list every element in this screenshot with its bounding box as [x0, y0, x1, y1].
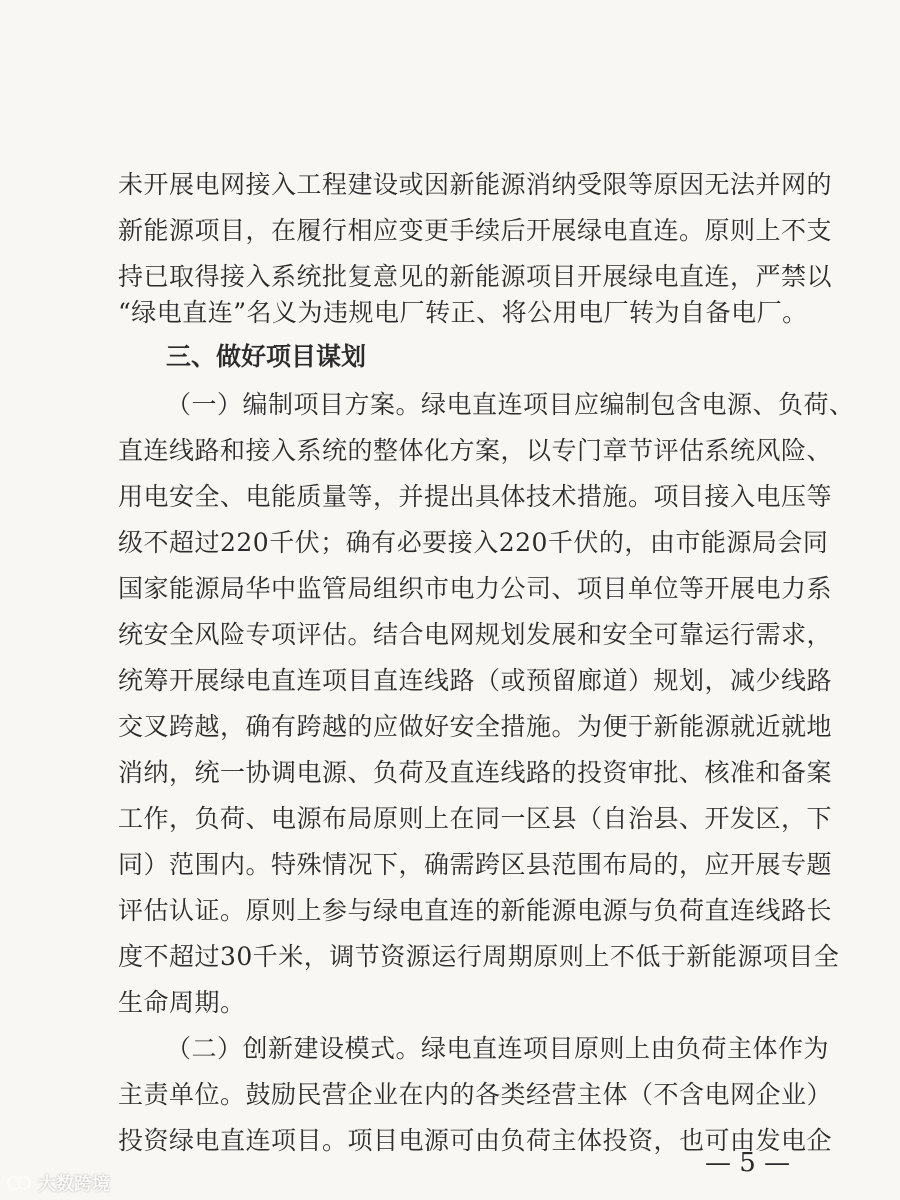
text-line: 国家能源局华中监管局组织市电力公司、项目单位等开展电力系 [118, 574, 833, 603]
text-line: 统安全风险专项评估。结合电网规划发展和安全可靠运行需求， [118, 620, 833, 649]
text-line: “绿电直连”名义为违规电厂转正、将公用电厂转为自备电厂。 [118, 298, 808, 327]
text-line: 投资绿电直连项目。项目电源可由负荷主体投资，也可由发电企 [118, 1126, 833, 1155]
text-line: （二）创新建设模式。绿电直连项目原则上由负荷主体作为 [166, 1034, 830, 1063]
page-number: — 5 — [705, 1148, 791, 1178]
watermark-text: 大数跨境 [38, 1174, 110, 1195]
text-line: 主责单位。鼓励民营企业在内的各类经营主体（不含电网企业） [118, 1080, 833, 1109]
watermark [6, 1170, 110, 1196]
text-line: （一）编制项目方案。绿电直连项目应编制包含电源、负荷、 [166, 390, 855, 419]
text-line: 评估认证。原则上参与绿电直连的新能源电源与负荷直连线路长 [118, 896, 833, 925]
text-line: 用电安全、电能质量等，并提出具体技术措施。项目接入电压等 [118, 482, 833, 511]
text-line: 直连线路和接入系统的整体化方案，以专门章节评估系统风险、 [118, 436, 833, 465]
text-line: 消纳，统一协调电源、负荷及直连线路的投资审批、核准和备案 [118, 758, 833, 787]
text-line: 度不超过30千米，调节资源运行周期原则上不低于新能源项目全 [118, 942, 840, 971]
text-line: 未开展电网接入工程建设或因新能源消纳受限等原因无法并网的 [118, 170, 833, 199]
text-line: 持已取得接入系统批复意见的新能源项目开展绿电直连，严禁以 [118, 262, 833, 291]
section-heading: 三、做好项目谋划 [166, 342, 367, 371]
text-line: 级不超过220千伏；确有必要接入220千伏的，由市能源局会同 [118, 528, 829, 557]
watermark-logo-icon [6, 1173, 32, 1193]
text-line: 统筹开展绿电直连项目直连线路（或预留廊道）规划，减少线路 [118, 666, 833, 695]
text-line: 生命周期。 [118, 988, 246, 1017]
text-line: 工作，负荷、电源布局原则上在同一区县（自治县、开发区，下 [118, 804, 833, 833]
text-line: 同）范围内。特殊情况下，确需跨区县范围布局的，应开展专题 [118, 850, 833, 879]
text-line: 新能源项目，在履行相应变更手续后开展绿电直连。原则上不支 [118, 216, 833, 245]
text-line: 交叉跨越，确有跨越的应做好安全措施。为便于新能源就近就地 [118, 712, 833, 741]
